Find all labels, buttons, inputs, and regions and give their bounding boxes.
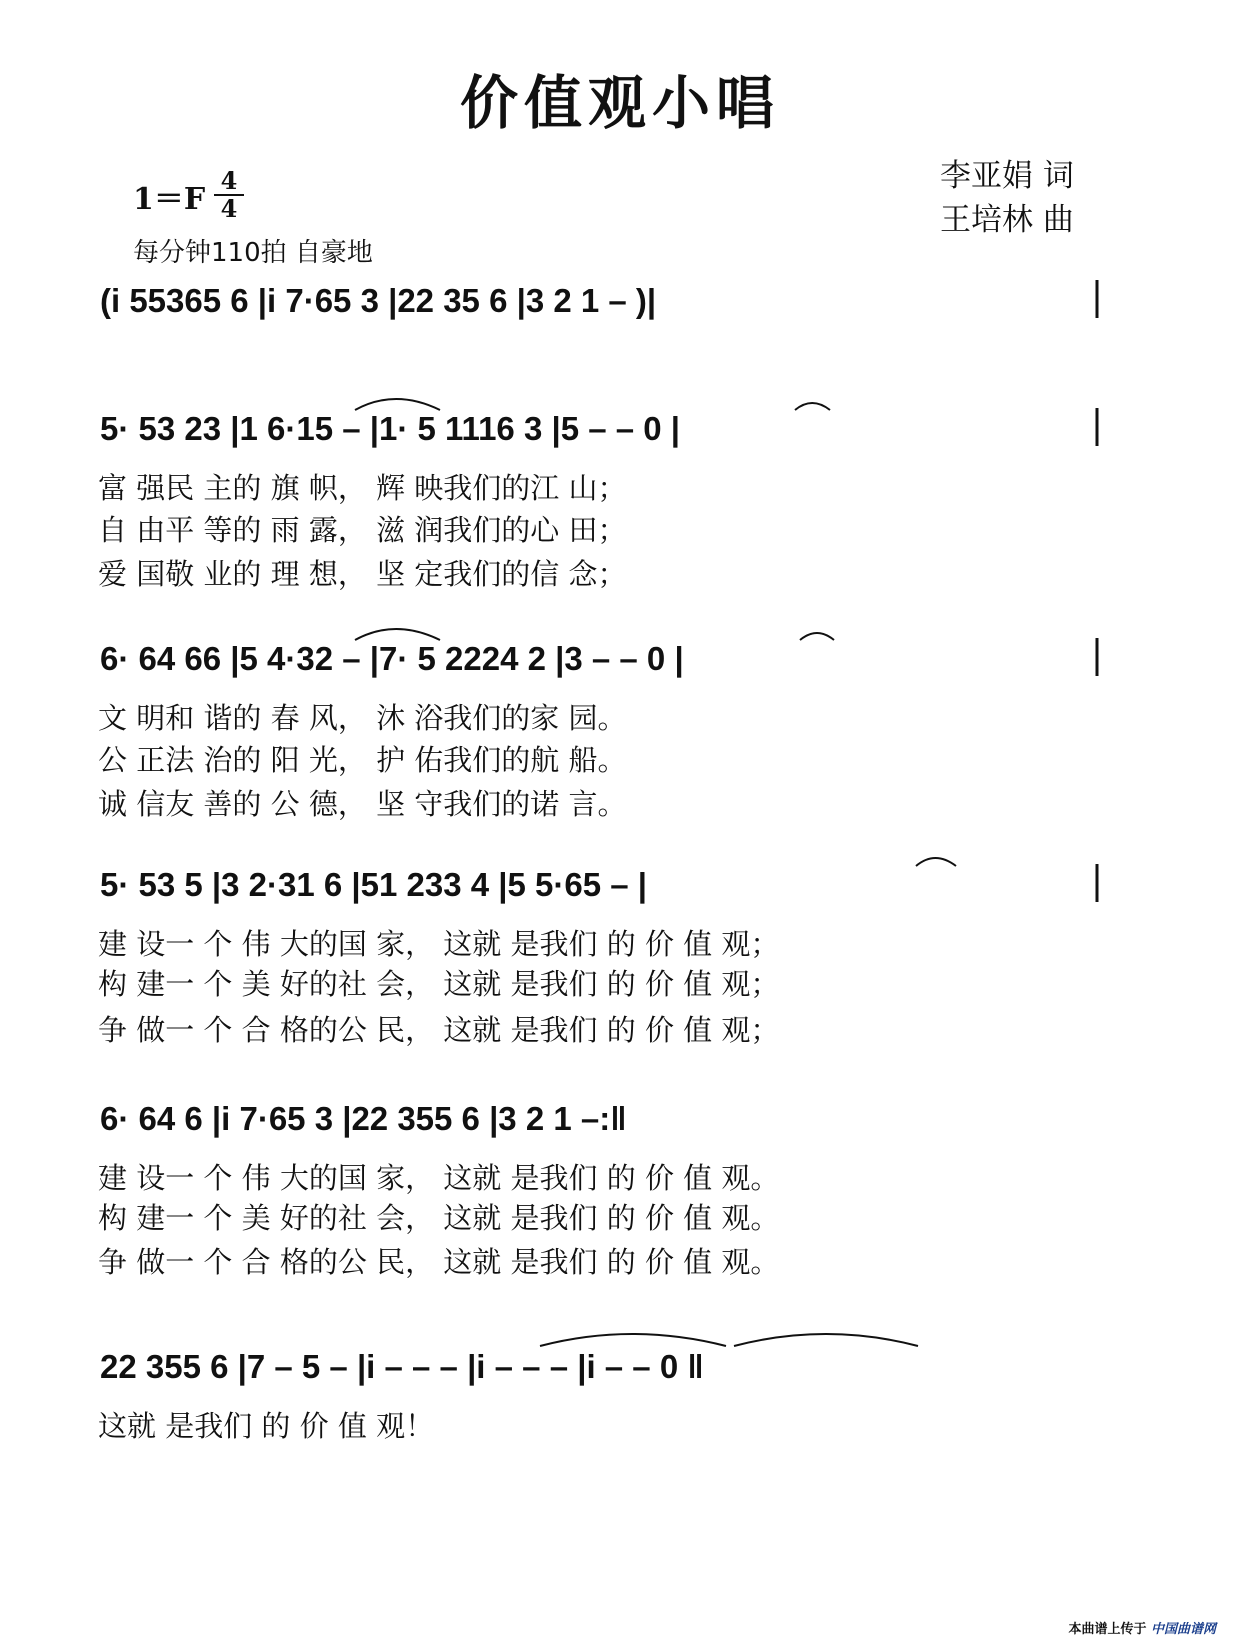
staff-line-4: 6· 64 6 |i 7·65 3 |22 355 6 |3 2 1 –:‖ bbox=[100, 1100, 627, 1137]
lyric-verse-1-line-4: 建 设一 个 伟 大的国 家， 这就 是我们 的 价 值 观。 bbox=[98, 1161, 780, 1195]
slur-mark bbox=[916, 858, 956, 866]
staff-line-1: 5· 53 23 |1 6·15 – |1· 5 1116 3 |5 – – 0 | bbox=[100, 410, 681, 447]
lyric-verse-2-line-3: 构 建一 个 美 好的社 会， 这就 是我们 的 价 值 观； bbox=[98, 967, 780, 1001]
slur-mark bbox=[795, 403, 830, 410]
lyric-verse-1-line-3: 建 设一 个 伟 大的国 家， 这就 是我们 的 价 值 观； bbox=[98, 927, 780, 961]
key-signature: 1＝F bbox=[133, 182, 206, 217]
staff-intro: (i 55365 6 |i 7·65 3 |22 35 6 |3 2 1 – )| bbox=[100, 282, 657, 319]
lyric-verse-3-line-2: 诚 信友 善的 公 德， 坚 守我们的诺 言。 bbox=[98, 787, 627, 821]
lyric-verse-3-line-1: 爱 国敬 业的 理 想， 坚 定我们的信 念； bbox=[98, 557, 627, 591]
staff-line-2: 6· 64 66 |5 4·32 – |7· 5 2224 2 |3 – – 0 | bbox=[100, 640, 684, 677]
staff-line-3: 5· 53 5 |3 2·31 6 |51 233 4 |5 5·65 – | bbox=[100, 866, 647, 903]
slur-mark bbox=[355, 399, 440, 410]
time-signature: 4 4 bbox=[214, 168, 244, 222]
lyric-verse-1-line-2: 文 明和 谐的 春 风， 沐 浴我们的家 园。 bbox=[98, 701, 627, 735]
lyric-verse-3-line-4: 争 做一 个 合 格的公 民， 这就 是我们 的 价 值 观。 bbox=[98, 1245, 780, 1279]
footer-note: 本曲谱上传于 中国曲谱网 bbox=[1068, 1622, 1216, 1637]
lyric-verse-2-line-4: 构 建一 个 美 好的社 会， 这就 是我们 的 价 值 观。 bbox=[98, 1201, 780, 1235]
lyric-verse-2-line-2: 公 正法 治的 阳 光， 护 佑我们的航 船。 bbox=[98, 743, 627, 777]
tie-mark bbox=[734, 1334, 918, 1346]
tie-mark bbox=[540, 1334, 726, 1346]
slur-mark bbox=[800, 633, 834, 640]
tempo-marking: 每分钟110拍 自豪地 bbox=[133, 238, 373, 268]
staff-coda: 22 355 6 |7 – 5 – |i – – – |i – – – |i – – 0 ‖ bbox=[100, 1348, 704, 1385]
lyric-verse-3-line-3: 争 做一 个 合 格的公 民， 这就 是我们 的 价 值 观； bbox=[98, 1013, 780, 1047]
lyric-verse-1-line-1: 富 强民 主的 旗 帜， 辉 映我们的江 山； bbox=[98, 471, 627, 505]
composer-credit: 王培林 曲 bbox=[940, 202, 1074, 238]
slur-mark bbox=[355, 629, 440, 640]
site-logo: 中国曲谱网 bbox=[1150, 1622, 1216, 1637]
lyric-verse-2-line-1: 自 由平 等的 雨 露， 滋 润我们的心 田； bbox=[98, 513, 627, 547]
lyric-coda: 这就 是我们 的 价 值 观！ bbox=[98, 1409, 435, 1443]
score-title: 价值观小唱 bbox=[459, 69, 780, 137]
lyricist-credit: 李亚娟 词 bbox=[940, 158, 1074, 194]
